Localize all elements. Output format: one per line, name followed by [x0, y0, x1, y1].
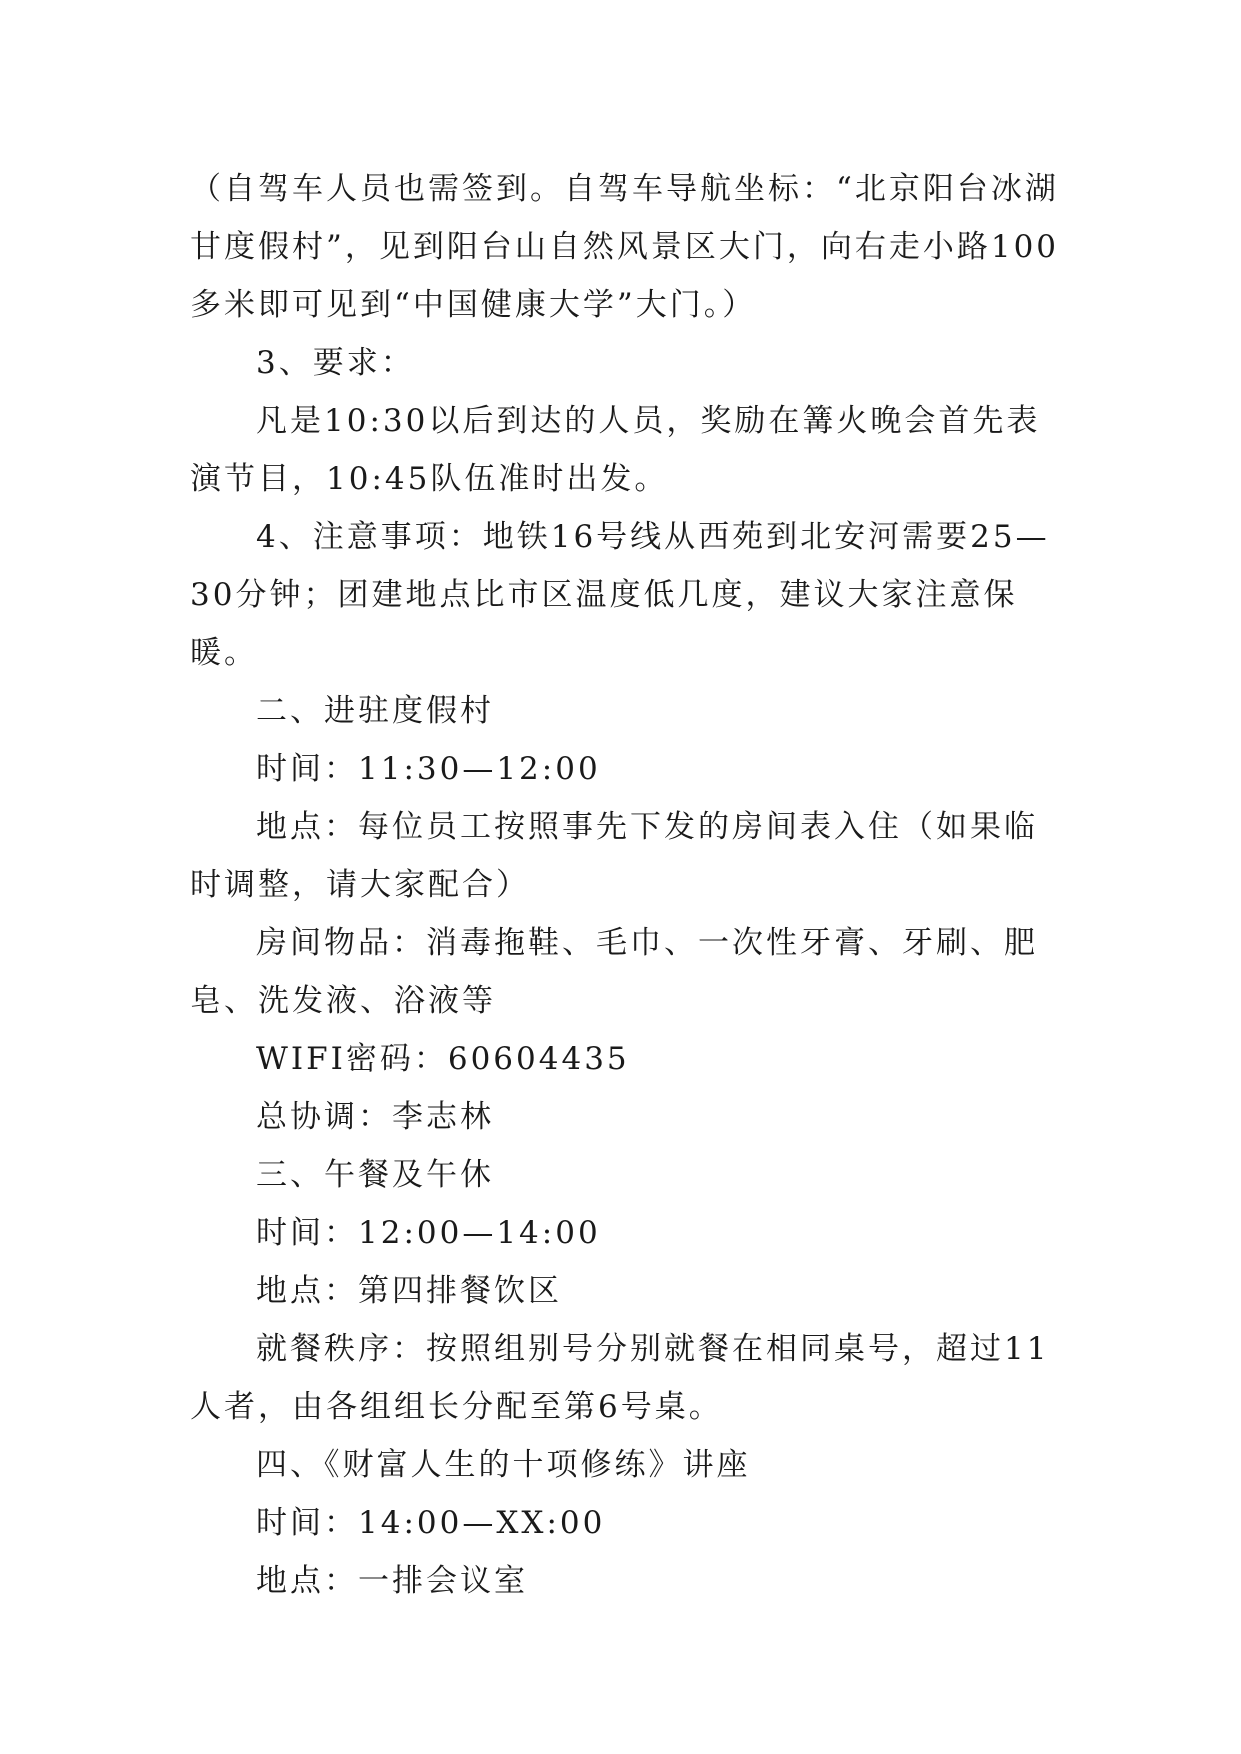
paragraph-navigation-note: （自驾车人员也需签到。自驾车导航坐标：“北京阳台冰湖甘度假村”，见到阳台山自然风景区大门，向右走小路100多米即可见到“中国健康大学”大门。） — [190, 171, 1060, 323]
paragraph-arrival-rule: 凡是10:30以后到达的人员，奖励在篝火晚会首先表演节目，10:45队伍准时出发。 — [190, 403, 1041, 497]
section-heading-checkin: 二、进驻度假村 — [256, 693, 494, 729]
coordinator: 总协调：李志林 — [256, 1099, 494, 1135]
wifi-password: WIFI密码：60604435 — [256, 1041, 630, 1077]
checkin-time: 时间：11:30—12:00 — [256, 751, 601, 787]
dining-order: 就餐秩序：按照组别号分别就餐在相同桌号，超过11人者，由各组组长分配至第6号桌。 — [190, 1331, 1050, 1425]
document-body — [190, 160, 1070, 1610]
lecture-location: 地点：一排会议室 — [256, 1563, 528, 1599]
room-items: 房间物品：消毒拖鞋、毛巾、一次性牙膏、牙刷、肥皂、洗发液、浴液等 — [190, 925, 1038, 1019]
section-heading-lecture: 四、《财富人生的十项修练》讲座 — [256, 1447, 751, 1483]
section-heading-lunch: 三、午餐及午休 — [256, 1157, 494, 1193]
checkin-location: 地点：每位员工按照事先下发的房间表入住（如果临时调整，请大家配合） — [190, 809, 1038, 903]
lunch-time: 时间：12:00—14:00 — [256, 1215, 601, 1251]
heading-requirements: 3、要求： — [256, 345, 415, 381]
lecture-time: 时间：14:00—XX:00 — [256, 1505, 606, 1541]
lunch-location: 地点：第四排餐饮区 — [256, 1273, 562, 1309]
paragraph-notes: 4、注意事项：地铁16号线从西苑到北安河需要25—30分钟；团建地点比市区温度低几度，建议大家注意保暖。 — [190, 519, 1050, 671]
